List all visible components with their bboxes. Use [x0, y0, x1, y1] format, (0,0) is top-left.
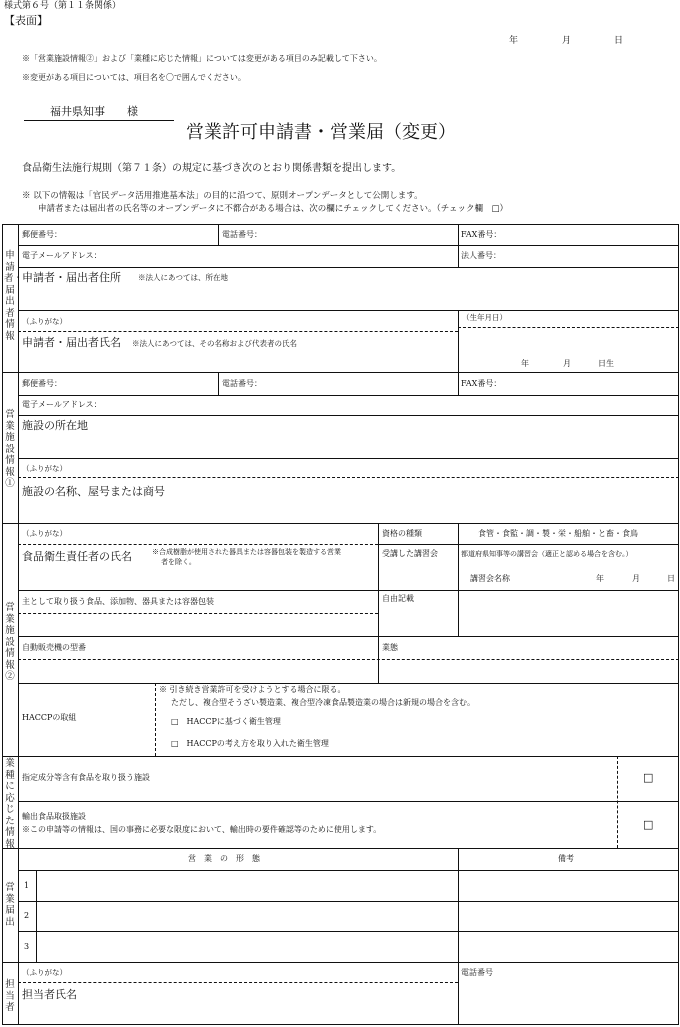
header-date-month: 月: [562, 36, 572, 46]
facility-phone-field[interactable]: 電話番号：: [222, 379, 262, 388]
manager-name-label[interactable]: 食品衛生責任者の氏名: [22, 550, 132, 563]
applicant-birth-year: 年: [521, 359, 529, 368]
facility-postal-field[interactable]: 郵便番号：: [22, 379, 62, 388]
vending-model-label[interactable]: 自動販売機の型番: [22, 643, 86, 652]
haccp-option-based[interactable]: □ HACCPに基づく衛生管理: [171, 717, 281, 726]
manager-note-1: ※合成樹脂が使用された器具または容器包装を製造する営業: [152, 548, 341, 556]
header-date-year: 年: [509, 36, 519, 46]
facility-email-field[interactable]: 電子メールアドレス：: [22, 400, 102, 409]
section-label-business-notice: 営業届出: [5, 882, 15, 928]
manager-furigana-label: （ふりがな）: [22, 529, 67, 538]
qualification-options[interactable]: 食管・食監・調・製・栄・船舶・と畜・食鳥: [478, 529, 638, 538]
course-note: 都道府県知事等の講習会（適正と認める場合を含む。）: [461, 550, 633, 558]
haccp-note-1: ※ 引き続き営業許可を受けようとする場合に限る。: [159, 685, 346, 694]
header-note-2: ※変更がある項目については、項目名を〇で囲んでください。: [22, 73, 246, 82]
export-facility-label: 輸出食品取扱施設: [22, 812, 86, 821]
business-row-number: 3: [24, 942, 30, 951]
addressee: 福井県知事 様: [50, 105, 138, 118]
page-title: 営業許可申請書・営業届（変更）: [186, 122, 456, 143]
applicant-birth-month: 月: [563, 359, 571, 368]
applicant-name-note: ※法人にあつては、その名称および代表者の氏名: [132, 339, 297, 348]
course-name-label[interactable]: 講習会名称: [470, 574, 510, 583]
applicant-furigana-label: （ふりがな）: [22, 317, 67, 326]
qualification-type-label: 資格の種類: [382, 529, 422, 538]
applicant-address-label[interactable]: 申請者・届出者住所: [22, 271, 121, 284]
applicant-corp-no-field[interactable]: 法人番号：: [461, 251, 501, 260]
section-label-applicant: 申請者・届出者情報: [4, 250, 24, 342]
designated-ingredient-checkbox[interactable]: □: [643, 771, 654, 784]
business-form-header: 営 業 の 形 態: [188, 854, 260, 863]
designated-ingredient-label: 指定成分等含有食品を取り扱う施設: [22, 773, 150, 782]
header-date-day: 日: [614, 36, 624, 46]
applicant-address-note: ※法人にあつては、所在地: [138, 273, 228, 282]
facility-name-label[interactable]: 施設の名称、屋号または商号: [22, 485, 165, 498]
form-number: 様式第６号（第１１条関係）: [4, 1, 122, 11]
free-entry-label[interactable]: 自由記載: [382, 594, 414, 603]
course-label: 受講した講習会: [382, 549, 438, 558]
opendata-notice-1: ※ 以下の情報は「官民データ活用推進基本法」の目的に沿つて、原則オープンデータとして公開します。: [22, 191, 423, 201]
business-row-number: 2: [24, 911, 30, 920]
products-label[interactable]: 主として取り扱う食品、添加物、器具または容器包装: [22, 597, 214, 606]
course-date-month: 月: [632, 574, 640, 583]
header-note-1: ※「営業施設情報②」および「業種に応じた情報」については変更がある項目のみ記載して下さい。: [22, 54, 382, 63]
contact-phone-label[interactable]: 電話番号: [461, 968, 493, 977]
remarks-header: 備考: [558, 854, 574, 863]
applicant-postal-field[interactable]: 郵便番号：: [22, 230, 62, 239]
haccp-note-2: ただし、複合型そうざい製造業、複合型冷凍食品製造業の場合は新規の場合を含む。: [171, 698, 475, 707]
business-row-number: 1: [24, 881, 30, 890]
applicant-phone-field[interactable]: 電話番号：: [222, 230, 262, 239]
section-label-facility-2: 営業施設情報②: [5, 602, 15, 682]
export-facility-note: ※この申請等の情報は、国の事務に必要な限度において、輸出時の要件確認等のために使用します。: [22, 825, 382, 834]
contact-furigana-label: （ふりがな）: [22, 968, 67, 977]
facility-location-label[interactable]: 施設の所在地: [22, 419, 88, 432]
applicant-birth-day: 日生: [598, 359, 614, 368]
applicant-birth-label[interactable]: （生年月日）: [462, 313, 507, 322]
haccp-label: HACCPの取組: [22, 713, 77, 722]
form-side-label: 【表面】: [4, 14, 48, 27]
haccp-option-approach[interactable]: □ HACCPの考え方を取り入れた衛生管理: [171, 739, 329, 748]
export-facility-checkbox[interactable]: □: [643, 818, 654, 831]
manager-note-2: 者を除く。: [161, 558, 196, 566]
course-date-year: 年: [596, 574, 604, 583]
section-label-facility-1: 営業施設情報①: [5, 409, 15, 489]
applicant-email-field[interactable]: 電子メールアドレス：: [22, 251, 102, 260]
section-label-business-info: 業種に応じた情報: [5, 758, 15, 850]
course-date-day: 日: [667, 574, 675, 583]
facility-fax-field[interactable]: FAX番号：: [461, 379, 502, 388]
business-type-label[interactable]: 業態: [382, 643, 398, 652]
contact-name-label[interactable]: 担当者氏名: [22, 988, 77, 1001]
intro-text: 食品衛生法施行規則（第７１条）の規定に基づき次のとおり関係書類を提出します。: [22, 163, 402, 174]
opendata-notice-2[interactable]: 申請者または届出者の氏名等のオープンデータに不都合がある場合は、次の欄にチェックしてください。（チェック欄 □）: [38, 204, 509, 214]
applicant-name-label[interactable]: 申請者・届出者氏名: [22, 336, 121, 349]
facility-furigana-label: （ふりがな）: [22, 464, 67, 473]
applicant-fax-field[interactable]: FAX番号：: [461, 230, 502, 239]
section-label-contact: 担当者: [5, 979, 15, 1013]
